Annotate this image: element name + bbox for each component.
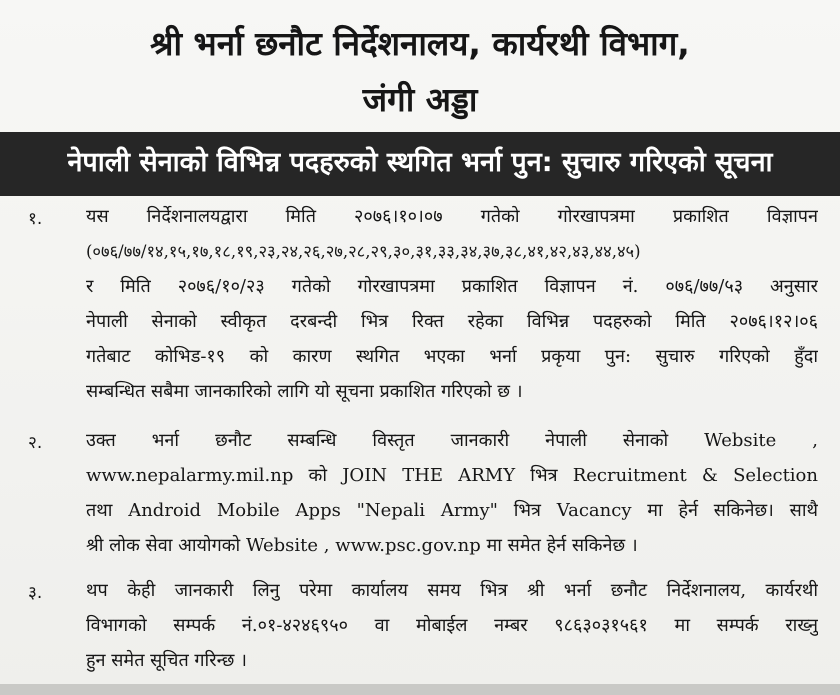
- item-line: श्री लोक सेवा आयोगको Website , www.psc.gov.np मा समेत हेर्न सकिनेछ ।: [86, 535, 638, 556]
- item-line: हुन समेत सूचित गरिन्छ ।: [86, 650, 247, 671]
- notice-header: [0, 0, 840, 132]
- item-number: ३.: [28, 583, 43, 603]
- item-line: उक्त भर्ना छनौट सम्बन्धि विस्तृत जानकारी नेपाली सेनाको Website ,: [86, 430, 818, 451]
- item-line: नेपाली सेनाको स्वीकृत दरबन्दी भित्र रिक्त रहेका विभिन्न पदहरुको मिति २०७६।१२।०६: [86, 311, 818, 332]
- item-line: थप केही जानकारी लिनु परेमा कार्यालय समय भित्र श्री भर्ना छनौट निर्देशनालय, कार्यरथी: [86, 580, 818, 601]
- notice-banner-title: नेपाली सेनाको विभिन्न पदहरुको स्थगित भर्ना पुन: सुचारु गरिएको सूचना: [0, 132, 840, 196]
- headquarters-title: जंगी अड्डा: [362, 80, 478, 119]
- item-line: सम्बन्धित सबैमा जानकारिको लागि यो सूचना प्रकाशित गरिएको छ ।: [86, 381, 523, 402]
- item-number: २.: [28, 433, 43, 453]
- item-line: विभागको सम्पर्क नं.०१-४२४६९५० वा मोबाईल नम्बर ९८६३०३१५६१ मा सम्पर्क राख्नु: [86, 615, 818, 636]
- page-bottom-edge: [0, 684, 840, 695]
- directorate-title: श्री भर्ना छनौट निर्देशनालय, कार्यरथी विभाग,: [150, 24, 690, 63]
- item-line: र मिति २०७६/१०/२३ गतेको गोरखापत्रमा प्रकाशित विज्ञापन नं. ०७६/७७/५३ अनुसार: [86, 276, 818, 297]
- item-line: www.nepalarmy.mil.np को JOIN THE ARMY भित्र Recruitment & Selection: [86, 465, 818, 486]
- item-line: (०७६/७७/१४,१५,१७,१८,१९,२३,२४,२६,२७,२८,२९,३०,३१,३३,३४,३७,३८,४१,४२,४३,४४,४५): [86, 242, 641, 261]
- item-number: १.: [28, 209, 43, 229]
- item-line: गतेबाट कोभिड-१९ को कारण स्थगित भएका भर्ना प्रकृया पुन: सुचारु गरिएको हुँदा: [86, 346, 818, 367]
- item-line: यस निर्देशनालयद्वारा मिति २०७६।१०।०७ गतेको गोरखापत्रमा प्रकाशित विज्ञापन: [86, 206, 818, 227]
- item-line: तथा Android Mobile Apps "Nepali Army" भित्र Vacancy मा हेर्न सकिनेछ। साथै: [86, 500, 818, 521]
